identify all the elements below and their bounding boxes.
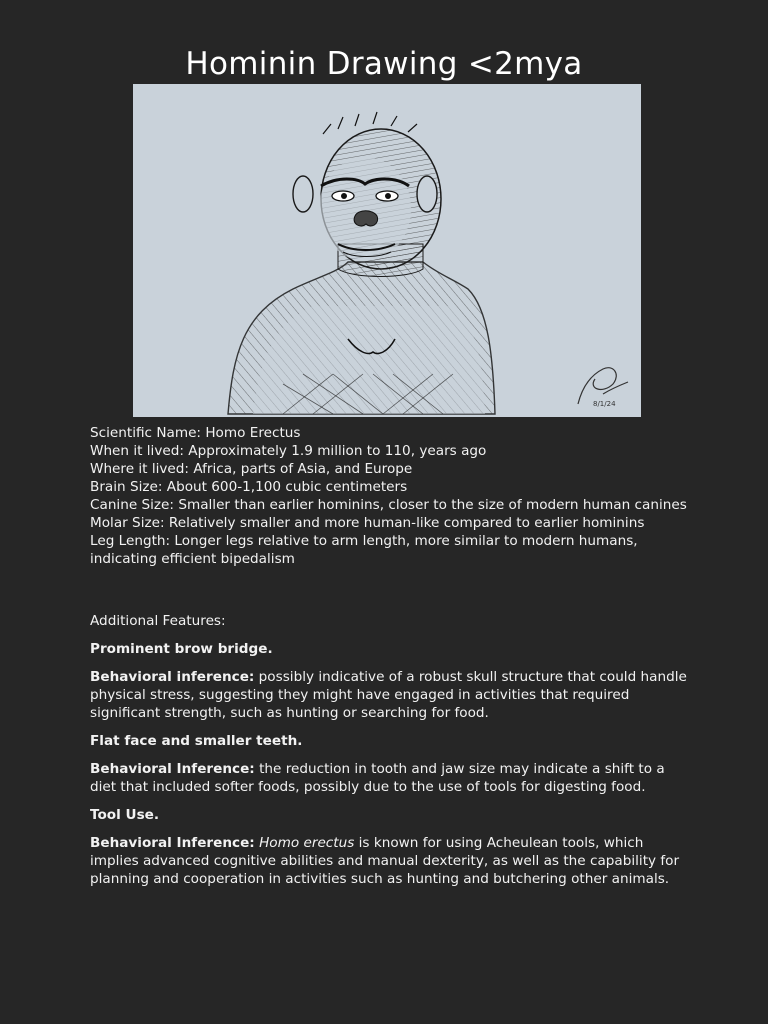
fact-brain-size: Brain Size: About 600-1,100 cubic centimeters — [90, 479, 408, 495]
feature-3-species: Homo erectus — [259, 835, 355, 851]
feature-3-title: Tool Use. — [90, 807, 160, 823]
feature-title — [90, 806, 690, 824]
fact-canine-size: Canine Size: Smaller than earlier hominins, closer to the size of modern human canines — [90, 497, 687, 513]
drawing-date: 8/1/24 — [593, 400, 616, 408]
feature-title — [90, 640, 690, 658]
facts-list — [90, 424, 690, 568]
additional-heading: Additional Features: — [90, 613, 226, 629]
feature-inference — [90, 760, 690, 796]
feature-2-text: the reduction in tooth and jaw size may indicate a shift to a diet that included softer foods, possibly due to the use of tools for digesting food. — [90, 761, 665, 795]
feature-inference — [90, 668, 690, 722]
fact-when-lived: When it lived: Approximately 1.9 million to 110, years ago — [90, 443, 487, 459]
page-title: Hominin Drawing <2mya — [185, 46, 583, 82]
feature-1-title: Prominent brow bridge. — [90, 641, 273, 657]
fact-leg-length: Leg Length: Longer legs relative to arm length, more similar to modern humans, indicating efficient bipedalism — [90, 533, 638, 567]
hominin-drawing — [133, 84, 641, 417]
feature-3-label: Behavioral Inference: — [90, 835, 255, 851]
feature-1-label: Behavioral inference: — [90, 669, 255, 685]
feature-2-title: Flat face and smaller teeth. — [90, 733, 303, 749]
fact-where-lived: Where it lived: Africa, parts of Asia, and Europe — [90, 461, 413, 477]
feature-2-label: Behavioral Inference: — [90, 761, 255, 777]
feature-inference — [90, 834, 690, 888]
feature-title — [90, 732, 690, 750]
feature-3-text: is known for using Acheulean tools, which implies advanced cognitive abilities and manual dexterity, as well as the capability for planning and cooperation in activities such as hunting and butchering other animals. — [90, 835, 680, 887]
fact-scientific-name: Scientific Name: Homo Erectus — [90, 425, 301, 441]
feature-1-text: possibly indicative of a robust skull structure that could handle physical stress, suggesting they might have engaged in activities that required significant strength, such as hunting or searching for food. — [90, 669, 687, 721]
fact-molar-size: Molar Size: Relatively smaller and more human-like compared to earlier hominins — [90, 515, 645, 531]
additional-features — [90, 612, 690, 898]
